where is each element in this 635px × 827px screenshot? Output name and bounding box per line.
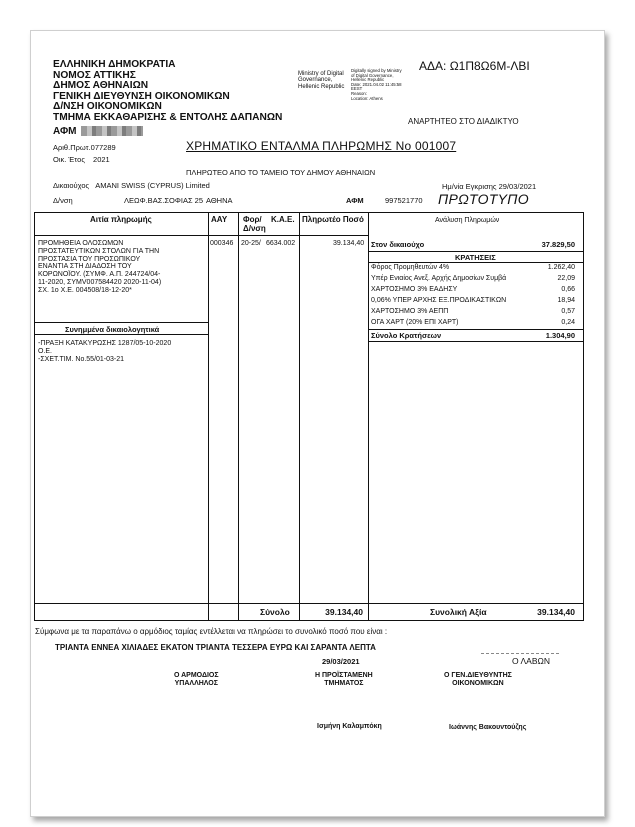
total-label: Συνολική Αξία — [430, 607, 487, 617]
payable-from: ΠΛΗΡΩΤΕΟ ΑΠΟ ΤΟ ΤΑΜΕΙΟ ΤΟΥ ΔΗΜΟΥ ΑΘΗΝΑΙΩΝ — [186, 168, 376, 177]
docs-top-divider — [35, 322, 208, 323]
header-line: ΔΗΜΟΣ ΑΘΗΝΑΙΩΝ — [53, 80, 149, 91]
deduction-label: ΧΑΡΤΟΣΗΜΟ 3% ΑΕΠΠ — [371, 308, 449, 315]
docs-list — [38, 340, 171, 363]
signatory-line: ΟΙΚΟΝΟΜΙΚΩΝ — [452, 680, 504, 687]
analysis-divider — [368, 341, 583, 342]
kae-value: 6634.002 — [266, 240, 296, 247]
deduction-label: Φόρος Προμηθευτών 4% — [371, 264, 450, 271]
protocol-label: Αριθ.Πρωτ. — [53, 143, 91, 152]
deduction-value: 22,09 — [557, 275, 575, 282]
header-line: ΤΜΗΜΑ ΕΚΚΑΘΑΡΙΣΗΣ & ΕΝΤΟΛΗΣ ΔΑΠΑΝΩΝ — [53, 111, 283, 123]
signatory-line: ΤΜΗΜΑΤΟΣ — [324, 680, 364, 687]
signature-detail: Location: Athens — [351, 95, 383, 101]
approval-date — [442, 182, 536, 191]
cause-line: ΠΡΟΣΤΑΤΕΥΤΙΚΩΝ ΣΤΟΛΩΝ ΓΙΑ ΤΗΝ — [38, 247, 160, 255]
analysis-header: Ανάλυση Πληρωμών — [435, 217, 500, 224]
deduction-value: 0,66 — [561, 286, 575, 293]
deduction-value: 0,57 — [561, 308, 575, 315]
beneficiary-afm-value: 997521770 — [385, 196, 423, 205]
protocol-value: 077289 — [90, 143, 116, 152]
doc-line: -ΠΡΑΞΗ ΚΑΤΑΚΥΡΩΣΗΣ 1287/05-10-2020 — [38, 340, 172, 347]
payment-order-document — [30, 30, 605, 817]
deduction-label: Υπέρ Ενιαίος Ανεξ. Αρχής Δημοσίων Συμβά — [371, 275, 507, 282]
signature-line: Hellenic Republic — [298, 83, 345, 90]
header-line: ΓΕΝΙΚΗ ΔΙΕΥΘΥΝΣΗ ΟΙΚΟΝΟΜΙΚΩΝ — [53, 90, 230, 102]
column-divider — [238, 213, 239, 620]
to-beneficiary-label: Στον δικαιούχο — [371, 240, 425, 249]
analysis-divider — [368, 329, 583, 330]
cause-line: 11-2020, ΣΥΜV007584420 2020-11-04) — [38, 278, 162, 286]
doc-line: Ο.Ε. — [38, 347, 53, 355]
deductions-total-label: Σύνολο Κρατήσεων — [371, 331, 442, 340]
payment-table — [34, 212, 584, 621]
approval-date-label: Ημ/νία Εγκρισης — [442, 182, 497, 191]
for-header: Φορ/ — [243, 215, 262, 224]
signature-line: Governance, — [298, 77, 333, 84]
deductions-total-value: 1.304,90 — [545, 331, 575, 340]
afm-row — [53, 126, 143, 137]
total-value: 39.134,40 — [537, 607, 575, 617]
posted-online-label: ΑΝΑΡΤΗΤΕΟ ΣΤΟ ΔΙΑΔΙΚΤΥΟ — [408, 117, 519, 126]
signature-detail: of Digital Governance, — [351, 72, 394, 78]
doc-line: -ΣΧΕΤ.ΤΙΜ. No.55/01-03-21 — [38, 355, 125, 363]
signature-detail: Hellenic Republic — [351, 77, 385, 83]
afm-label: ΑΦΜ — [53, 126, 77, 137]
signatory-line: Ο ΑΡΜΟΔΙΟΣ — [174, 672, 219, 679]
signatory-head — [315, 672, 373, 688]
signature-detail: Date: 2021.04.02 11:45:58 — [351, 81, 402, 87]
deduction-value: 18,94 — [557, 297, 575, 304]
analysis-divider — [368, 262, 583, 263]
fiscal-year — [53, 155, 110, 164]
docs-bottom-divider — [35, 334, 208, 335]
analysis-divider — [368, 251, 583, 252]
address-city: ΑΘΗΝΑ — [206, 196, 233, 205]
ada-code: ΑΔΑ: Ω1Π8Ω6Μ-ΛΒΙ — [419, 59, 530, 73]
column-divider — [208, 213, 209, 620]
signatory-line: Ο ΓΕΝ.ΔΙΕΥΘΥΝΤΗΣ — [444, 672, 512, 679]
amount-in-words: ΤΡΙΑΝΤΑ ΕΝΝΕΑ ΧΙΛΙΑΔΕΣ ΕΚΑΤΟΝ ΤΡΙΑΝΤΑ ΤΕΣΣΕΡΑ ΕΥΡΩ ΚΑΙ ΣΑΡΑΝΤΑ ΛΕΠΤΑ — [55, 643, 376, 652]
cause-line: ΚΟΡΩΝΟΪΟΥ. (ΣΥΜΦ. Α.Π. 244724/04- — [38, 271, 161, 279]
protocol-number — [53, 143, 116, 152]
receiver-label: Ο ΛΑΒΩΝ — [512, 656, 551, 666]
deduction-value: 1.262,40 — [547, 264, 575, 271]
issuer-header — [53, 60, 282, 123]
redacted-afm — [81, 126, 143, 136]
beneficiary-label: Δικαιούχος — [53, 181, 90, 190]
head-name: Ισμήνη Καλαμπόκη — [317, 723, 382, 730]
cause-header: Αιτία πληρωμής — [90, 215, 152, 224]
kae-header: Κ.Α.Ε. — [271, 215, 295, 224]
director-name: Ιωάννης Βακουντούζης — [449, 724, 527, 731]
signatory-director — [444, 672, 512, 688]
signatory-line: Η ΠΡΟΪΣΤΑΜΕΝΗ — [315, 672, 373, 679]
cause-line: ΕΝΑΝΤΙΑ ΣΤΗ ΔΙΑΔΟΣΗ ΤΟΥ — [38, 263, 132, 271]
digital-signature-entity — [298, 71, 344, 90]
deduction-label: ΧΑΡΤΟΣΗΜΟ 3% ΕΑΔΗΣΥ — [371, 286, 458, 293]
signatory-clerk — [174, 672, 219, 688]
approval-date-value: 29/03/2021 — [498, 182, 537, 191]
sum-label: Σύνολο — [260, 607, 290, 617]
deduction-label: 0,06% ΥΠΕΡ ΑΡΧΗΣ ΕΞ.ΠΡΟΔΙΚΑΣΤΙΚΩΝ — [371, 297, 507, 304]
signatory-line: ΥΠΑΛΛΗΛΟΣ — [174, 680, 218, 687]
document-title-text: ΧΡΗΜΑΤΙΚΟ ΕΝΤΑΛΜΑ ΠΛΗΡΩΜΗΣ Νο 001007 — [186, 139, 457, 153]
beneficiary-value: AMANI SWISS (CYPRUS) Limited — [95, 181, 210, 190]
cause-line: ΠΡΟΣΤΑΣΙΑ ΤΟΥ ΠΡΟΣΩΠΙΚΟΥ — [38, 255, 141, 263]
beneficiary-afm-label: ΑΦΜ — [346, 196, 364, 205]
document-title — [186, 139, 456, 153]
signature-detail: Reason: — [351, 90, 368, 96]
aay-header: ΑΑΥ — [211, 215, 228, 224]
signature-detail: EEST — [351, 86, 363, 92]
fiscal-year-value: 2021 — [93, 155, 110, 164]
signature-line: Ministry of Digital — [298, 71, 344, 77]
address-label: Δ/νση — [53, 196, 73, 205]
cause-line: ΣΧ. 1ο Χ.Ε. 004508/18-12-20* — [38, 286, 132, 294]
deduction-value: 0,24 — [561, 319, 575, 326]
payment-cause — [38, 240, 161, 295]
beneficiary-row — [53, 181, 210, 190]
to-beneficiary-value: 37.829,50 — [541, 240, 575, 249]
address-value: ΛΕΩΦ.ΒΑΣ.ΣΟΦΙΑΣ 25 — [124, 196, 204, 205]
sum-value: 39.134,40 — [325, 607, 363, 617]
payment-statement: Σύμφωνα με τα παραπάνω ο αρμόδιος ταμίας εντέλλεται να πληρώσει το συνολικό ποσό που είναι : — [35, 627, 388, 636]
for-value: 20-25/ — [241, 240, 261, 247]
header-line: Δ/ΝΣΗ ΟΙΚΟΝΟΜΙΚΩΝ — [53, 101, 162, 112]
cause-line: ΠΡΟΜΗΘΕΙΑ ΟΛΟΣΩΜΩΝ — [38, 240, 124, 247]
amount-header: Πληρωτέο Ποσό — [302, 215, 364, 224]
totals-divider — [35, 603, 583, 604]
header-divider — [35, 235, 368, 236]
header-line: ΝΟΜΟΣ ΑΤΤΙΚΗΣ — [53, 69, 136, 81]
signature-detail: Digitally signed by Ministry — [351, 68, 402, 73]
order-date: 29/03/2021 — [322, 657, 360, 666]
header-line: ΕΛΛΗΝΙΚΗ ΔΗΜΟΚΡΑΤΙΑ — [53, 59, 176, 70]
deduction-label: ΟΓΑ ΧΑΡΤ (20% ΕΠΙ ΧΑΡΤ) — [371, 319, 459, 326]
column-divider — [299, 213, 300, 620]
digital-signature-details — [351, 69, 402, 101]
amount-value: 39.134,40 — [333, 240, 365, 247]
fiscal-year-label: Οικ. Έτος — [53, 155, 85, 164]
dnsi-header: Δ/νση — [243, 224, 266, 233]
docs-header: Συνημμένα δικαιολογητικά — [65, 325, 160, 334]
column-divider — [368, 213, 369, 620]
aay-value: 000346 — [210, 240, 234, 247]
receiver-line — [481, 653, 559, 654]
original-stamp: ΠΡΩΤΟΤΥΠΟ — [438, 191, 529, 207]
deductions-header: ΚΡΑΤΗΣΕΙΣ — [455, 253, 496, 262]
